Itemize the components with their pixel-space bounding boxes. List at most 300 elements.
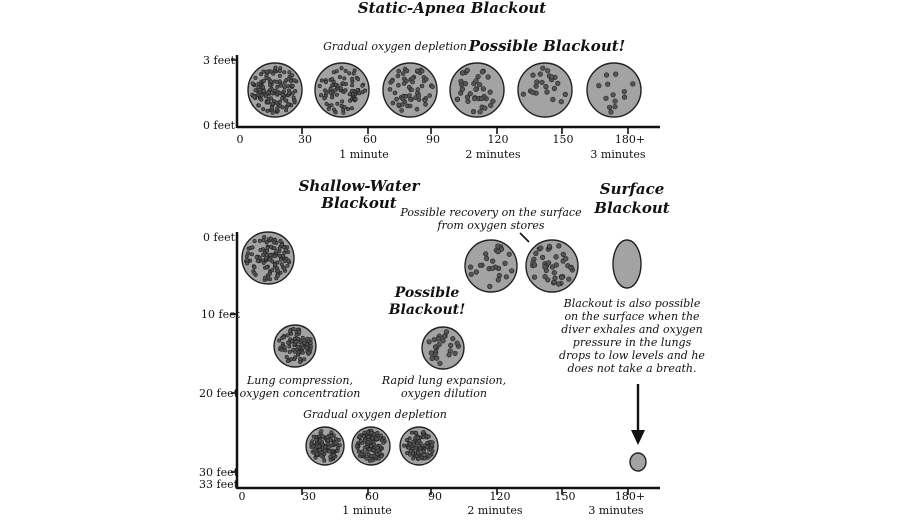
oxygen-dot <box>568 265 573 270</box>
oxygen-dot <box>371 459 374 462</box>
oxygen-dot <box>340 67 343 70</box>
shallow-title-line2: Blackout <box>321 194 397 212</box>
oxygen-dot <box>350 89 353 92</box>
oxygen-dot <box>272 72 275 75</box>
oxygen-dot <box>279 239 282 242</box>
oxygen-dot <box>284 249 287 252</box>
oxygen-dot <box>552 86 557 91</box>
oxygen-dot <box>411 457 414 460</box>
oxygen-dot <box>531 90 536 95</box>
oxygen-dot <box>258 256 261 259</box>
oxygen-dot <box>344 69 347 72</box>
bottom-x-tick-labels <box>239 490 646 503</box>
oxygen-dot <box>480 96 485 101</box>
oxygen-dot <box>267 276 270 279</box>
oxygen-dot <box>423 98 427 102</box>
oxygen-dot <box>321 435 324 438</box>
oxygen-dot <box>431 85 435 89</box>
oxygen-dot <box>460 87 465 92</box>
oxygen-dot <box>278 74 281 77</box>
oxygen-dot <box>437 342 442 347</box>
oxygen-dot <box>323 89 326 92</box>
compression-label-line2: oxygen concentration <box>239 387 361 400</box>
oxygen-dot <box>257 104 260 107</box>
oxygen-dot <box>420 69 424 73</box>
oxygen-dot <box>278 339 281 342</box>
oxygen-dot <box>417 451 420 454</box>
oxygen-dot <box>330 431 333 434</box>
oxygen-dot <box>348 93 351 96</box>
oxygen-dot <box>373 454 376 457</box>
oxygen-dot <box>303 358 306 361</box>
oxygen-dot <box>318 448 321 451</box>
lung-circle <box>526 240 578 292</box>
oxygen-dot <box>549 75 554 80</box>
oxygen-dot <box>346 107 349 110</box>
oxygen-dot <box>531 73 536 78</box>
oxygen-dot <box>338 444 341 447</box>
oxygen-dot <box>411 76 415 80</box>
oxygen-dot <box>260 94 263 97</box>
oxygen-dot <box>478 263 483 268</box>
oxygen-dot <box>426 445 429 448</box>
oxygen-dot <box>532 275 537 280</box>
oxygen-dot <box>552 270 557 275</box>
oxygen-dot <box>245 258 248 261</box>
oxygen-dot <box>476 74 481 79</box>
oxygen-dot <box>288 71 291 74</box>
top-tick-label: 60 <box>363 133 377 146</box>
oxygen-dot <box>427 435 430 438</box>
oxygen-dot <box>423 457 426 460</box>
oxygen-dot <box>631 82 636 87</box>
oxygen-dot <box>605 82 610 87</box>
oxygen-dot <box>290 339 293 342</box>
bottom-minute-labels <box>342 504 644 517</box>
oxygen-dot <box>503 261 508 266</box>
oxygen-dot <box>257 82 260 85</box>
oxygen-dot <box>281 106 284 109</box>
oxygen-dot <box>465 68 470 73</box>
oxygen-dot <box>287 103 290 106</box>
oxygen-dot <box>547 244 552 249</box>
oxygen-dot <box>273 263 276 266</box>
oxygen-dot <box>611 93 616 98</box>
oxygen-dot <box>430 356 435 361</box>
oxygen-dot <box>287 259 290 262</box>
top-minute-label: 1 minute <box>339 148 389 161</box>
oxygen-dot <box>417 457 420 460</box>
oxygen-dot <box>263 235 266 238</box>
oxygen-dot <box>288 330 291 333</box>
oxygen-dot <box>534 251 539 256</box>
oxygen-dot <box>263 276 266 279</box>
recovery-label-line2: from oxygen stores <box>437 219 545 232</box>
oxygen-dot <box>323 97 326 100</box>
oxygen-dot <box>597 83 602 88</box>
oxygen-dot <box>546 261 551 266</box>
oxygen-dot <box>288 92 291 95</box>
oxygen-dot <box>254 89 257 92</box>
oxygen-dot <box>259 72 262 75</box>
oxygen-dot <box>469 272 474 277</box>
oxygen-dot <box>267 91 270 94</box>
oxygen-dot <box>330 104 333 107</box>
surface-text-line: drops to low levels and he <box>559 349 705 362</box>
oxygen-dot <box>285 355 288 358</box>
oxygen-dot <box>291 74 294 77</box>
oxygen-dot <box>607 105 612 110</box>
oxygen-dot <box>278 100 281 103</box>
oxygen-dot <box>401 72 405 76</box>
oxygen-dot <box>261 253 264 256</box>
oxygen-dot <box>431 449 434 452</box>
lung-circle <box>587 63 641 117</box>
bottom-y-label: 0 feet <box>203 231 236 244</box>
bottom-y-label: 30 feet <box>199 466 239 479</box>
oxygen-dot <box>309 338 312 341</box>
oxygen-dot <box>488 284 493 289</box>
oxygen-dot <box>428 94 432 98</box>
oxygen-dot <box>496 244 501 249</box>
oxygen-dot <box>280 348 283 351</box>
oxygen-dot <box>323 459 326 462</box>
oxygen-dot <box>356 78 359 81</box>
oxygen-dot <box>416 436 419 439</box>
oxygen-dot <box>286 334 289 337</box>
oxygen-dot <box>563 92 568 97</box>
oxygen-dot <box>496 249 501 254</box>
oxygen-dot <box>361 84 364 87</box>
oxygen-dot <box>262 107 265 110</box>
oxygen-dot <box>411 80 415 84</box>
oxygen-dot <box>279 84 282 87</box>
oxygen-dot <box>281 255 284 258</box>
oxygen-dot <box>287 341 290 344</box>
oxygen-dot <box>292 327 295 330</box>
top-x-tick-labels <box>237 133 646 146</box>
oxygen-dot <box>613 99 618 104</box>
oxygen-dot <box>359 439 362 442</box>
oxygen-dot <box>269 237 272 240</box>
oxygen-dot <box>556 282 561 287</box>
oxygen-dot <box>334 442 337 445</box>
oxygen-dot <box>284 99 287 102</box>
oxygen-dot <box>312 435 315 438</box>
oxygen-dot <box>309 341 312 344</box>
oxygen-dot <box>402 444 405 447</box>
bottom-tick-label: 150 <box>554 490 576 503</box>
oxygen-dot <box>463 81 468 86</box>
top-minute-label: 2 minutes <box>465 148 521 161</box>
oxygen-dot <box>282 336 285 339</box>
oxygen-dot <box>288 350 291 353</box>
oxygen-dot <box>429 351 434 356</box>
top-y-label-0ft: 0 feet <box>203 119 236 132</box>
bottom-minute-label: 1 minute <box>342 504 392 517</box>
oxygen-dot <box>284 109 287 112</box>
oxygen-dot <box>540 255 545 260</box>
oxygen-dot <box>539 246 544 251</box>
oxygen-dot <box>551 97 556 102</box>
oxygen-dot <box>281 93 284 96</box>
oxygen-dot <box>286 85 289 88</box>
oxygen-dot <box>278 254 281 257</box>
oxygen-dot <box>258 239 261 242</box>
oxygen-dot <box>338 75 341 78</box>
oxygen-dot <box>397 69 401 73</box>
oxygen-dot <box>350 84 353 87</box>
oxygen-dot <box>282 90 285 93</box>
oxygen-dot <box>276 107 279 110</box>
oxygen-dot <box>422 449 425 452</box>
oxygen-dot <box>276 269 279 272</box>
oxygen-dot <box>553 276 558 281</box>
oxygen-dot <box>554 255 559 260</box>
oxygen-dot <box>273 247 276 250</box>
oxygen-dot <box>441 339 446 344</box>
oxygen-dot <box>299 357 302 360</box>
oxygen-dot <box>262 261 265 264</box>
oxygen-dot <box>246 252 249 255</box>
oxygen-dot <box>250 253 253 256</box>
oxygen-dot <box>504 275 509 280</box>
oxygen-dot <box>339 87 342 90</box>
oxygen-dot <box>556 81 561 86</box>
oxygen-dot <box>272 241 275 244</box>
oxygen-dot <box>474 79 479 84</box>
oxygen-dot <box>380 455 383 458</box>
oxygen-dot <box>274 66 277 69</box>
descent-arrow-head <box>631 430 645 445</box>
shallow-title-line1: Shallow-Water <box>298 177 420 195</box>
lung-circle <box>450 63 504 117</box>
oxygen-dot <box>292 96 295 99</box>
oxygen-dot <box>293 79 296 82</box>
oxygen-dot <box>376 431 379 434</box>
bottom-y-label: 10 feet <box>201 308 241 321</box>
top-tick-label: 150 <box>552 133 574 146</box>
oxygen-dot <box>264 257 267 260</box>
oxygen-dot <box>355 444 358 447</box>
oxygen-dot <box>366 430 369 433</box>
oxygen-dot <box>331 77 334 80</box>
oxygen-dot <box>336 449 339 452</box>
lung-circle <box>274 325 316 367</box>
oxygen-dot <box>301 336 304 339</box>
bottom-lungs <box>239 232 578 465</box>
surface-text-line: pressure in the lungs <box>572 336 692 349</box>
lung-circle <box>518 63 572 117</box>
oxygen-dot <box>368 448 371 451</box>
lung-circle <box>242 232 294 284</box>
oxygen-dot <box>483 252 488 257</box>
oxygen-dot <box>460 71 465 76</box>
oxygen-dot <box>410 88 414 92</box>
oxygen-dot <box>557 244 562 249</box>
oxygen-dot <box>395 97 399 101</box>
top-title: Static-Apnea Blackout <box>357 0 547 17</box>
bottom-tick-label: 90 <box>428 490 442 503</box>
oxygen-dot <box>480 70 485 75</box>
oxygen-dot <box>604 96 609 101</box>
oxygen-dot <box>326 436 329 439</box>
exhaled-lung-oval <box>613 240 641 288</box>
oxygen-dot <box>335 93 338 96</box>
oxygen-dot <box>266 109 269 112</box>
oxygen-dot <box>335 70 338 73</box>
bottom-tick-label: 60 <box>365 490 379 503</box>
oxygen-dot <box>279 258 282 261</box>
oxygen-dot <box>305 346 308 349</box>
oxygen-dot <box>259 248 262 251</box>
oxygen-dot <box>396 74 400 78</box>
oxygen-dot <box>327 107 330 110</box>
bottom-tick-label: 120 <box>489 490 511 503</box>
oxygen-dot <box>540 80 545 85</box>
oxygen-dot <box>410 431 413 434</box>
oxygen-dot <box>455 97 460 102</box>
oxygen-dot <box>334 83 337 86</box>
lung-circle <box>248 63 302 117</box>
oxygen-dot <box>265 249 268 252</box>
oxygen-dot <box>276 85 279 88</box>
top-depletion-label: Gradual oxygen depletion <box>323 40 467 53</box>
oxygen-dot <box>265 76 268 79</box>
oxygen-dot <box>424 77 428 81</box>
oxygen-dot <box>545 68 550 73</box>
oxygen-dot <box>325 102 328 105</box>
oxygen-dot <box>320 454 323 457</box>
oxygen-dot <box>265 266 268 269</box>
oxygen-dot <box>409 449 412 452</box>
oxygen-dot <box>560 275 565 280</box>
oxygen-dot <box>276 274 279 277</box>
oxygen-dot <box>358 92 361 95</box>
oxygen-dot <box>459 79 464 84</box>
oxygen-dot <box>393 91 397 95</box>
oxygen-dot <box>362 435 365 438</box>
oxygen-dot <box>318 439 321 442</box>
oxygen-dot <box>348 72 351 75</box>
oxygen-dot <box>405 69 409 73</box>
oxygen-dot <box>330 96 333 99</box>
oxygen-dot <box>483 106 488 111</box>
oxygen-dot <box>390 79 394 83</box>
oxygen-dot <box>264 95 267 98</box>
oxygen-dot <box>455 341 460 346</box>
oxygen-dot <box>550 265 555 270</box>
oxygen-dot <box>341 82 344 85</box>
oxygen-dot <box>289 358 292 361</box>
oxygen-dot <box>269 253 272 256</box>
oxygen-dot <box>391 101 395 105</box>
lung-circle <box>306 427 344 465</box>
surface-text-line: diver exhales and oxygen <box>561 323 703 336</box>
oxygen-dot <box>267 100 270 103</box>
oxygen-dot <box>294 356 297 359</box>
oxygen-dot <box>474 270 479 275</box>
oxygen-dot <box>402 82 406 86</box>
oxygen-dot <box>261 86 264 89</box>
oxygen-dot <box>251 82 254 85</box>
expansion-label-line1: Rapid lung expansion, <box>381 374 507 387</box>
oxygen-dot <box>284 349 287 352</box>
oxygen-dot <box>428 454 431 457</box>
oxygen-dot <box>255 255 258 258</box>
oxygen-dot <box>401 97 405 101</box>
oxygen-dot <box>541 66 546 71</box>
surface-title-line1: Surface <box>599 180 665 198</box>
oxygen-dot <box>543 265 548 270</box>
oxygen-dot <box>474 87 479 92</box>
oxygen-dot <box>350 77 353 80</box>
oxygen-dot <box>613 104 618 109</box>
oxygen-dot <box>278 247 281 250</box>
lung-circle <box>383 63 437 117</box>
oxygen-dot <box>320 430 323 433</box>
oxygen-dot <box>328 450 331 453</box>
lung-circle <box>422 327 464 369</box>
oxygen-dot <box>270 91 273 94</box>
oxygen-dot <box>388 87 392 91</box>
oxygen-dot <box>447 353 452 358</box>
oxygen-dot <box>414 446 417 449</box>
oxygen-dot <box>253 271 256 274</box>
oxygen-dot <box>416 88 420 92</box>
oxygen-dot <box>561 252 566 257</box>
top-tick-label: 90 <box>426 133 440 146</box>
oxygen-dot <box>340 104 343 107</box>
top-y-label-3ft: 3 feet <box>203 54 236 67</box>
oxygen-dot <box>327 445 330 448</box>
oxygen-dot <box>301 346 304 349</box>
oxygen-dot <box>309 345 312 348</box>
oxygen-dot <box>370 431 373 434</box>
oxygen-dot <box>270 245 273 248</box>
oxygen-dot <box>354 97 357 100</box>
oxygen-dot <box>509 269 514 274</box>
oxygen-dot <box>417 444 420 447</box>
oxygen-dot <box>324 446 327 449</box>
oxygen-dot <box>546 278 551 283</box>
oxygen-dot <box>604 73 609 78</box>
oxygen-dot <box>254 76 257 79</box>
oxygen-dot <box>432 337 437 342</box>
recovery-pointer-line <box>520 233 529 242</box>
oxygen-dot <box>622 89 627 94</box>
oxygen-dot <box>332 454 335 457</box>
top-blackout-label: Possible Blackout! <box>468 37 626 55</box>
oxygen-dot <box>291 92 294 95</box>
oxygen-dot <box>466 99 471 104</box>
oxygen-dot <box>278 80 281 83</box>
oxygen-dot <box>613 72 618 77</box>
top-minute-labels <box>339 148 646 161</box>
oxygen-dot <box>280 263 283 266</box>
oxygen-dot <box>280 243 283 246</box>
oxygen-dot <box>340 100 343 103</box>
oxygen-dot <box>415 431 418 434</box>
oxygen-dot <box>260 98 263 101</box>
surface-text-line: on the surface when the <box>564 310 700 323</box>
surface-text-line: does not take a breath. <box>567 362 697 375</box>
oxygen-dot <box>448 343 453 348</box>
oxygen-dot <box>352 72 355 75</box>
oxygen-dot <box>262 89 265 92</box>
possible-blackout-line2: Blackout! <box>388 302 466 318</box>
oxygen-dot <box>490 266 495 271</box>
